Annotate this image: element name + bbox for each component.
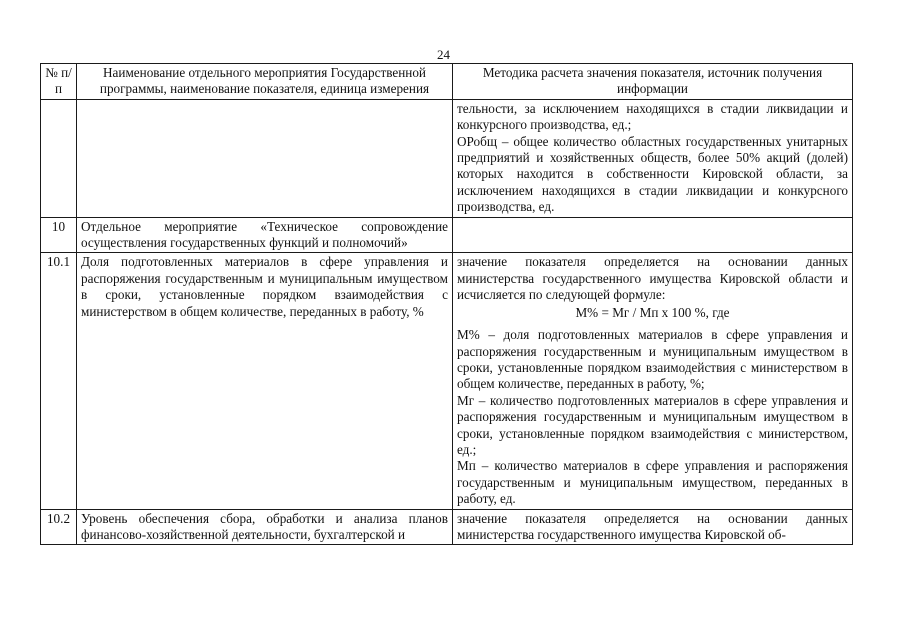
row-num-cell: 10.2 [41,509,77,545]
table-header-row [41,64,853,100]
header-method-cell: Методика расчета значения показателя, источник получения информации [453,64,853,100]
method-paragraph: значение показателя определяется на основании данных министерства государственного имущества Кировской об- [457,510,848,542]
row-name-cell [77,99,453,217]
row-num-cell: 10 [41,217,77,253]
table-row [41,253,853,509]
row-method-cell [453,217,853,253]
row-method-cell [453,99,853,217]
method-paragraph: ОРобщ – общее количество областных государственных унитарных предприятий и хозяйственных обществ, более 50% акций (долей) которых находится в собственности Кировской области, за исключением находящихся в стадии ликвидации и конкурсного производства, ед. [457,133,848,215]
table-row [41,217,853,253]
method-paragraph: Мп – количество материалов в сфере управления и распоряжения государственным и муниципальным имуществом, переданных в работу, ед. [457,458,848,507]
row-name-cell: Отдельное мероприятие «Техническое сопровождение осуществления государственных функций и полномочий» [77,217,453,253]
row-num-cell: 10.1 [41,253,77,509]
table-row [41,509,853,545]
page-number: 24 [437,47,450,62]
header-name-cell: Наименование отдельного мероприятия Государственной программы, наименование показателя, единица измерения [77,64,453,100]
method-paragraph: тельности, за исключением находящихся в стадии ликвидации и конкурсного производства, ед.; [457,100,848,133]
formula: М% = Мг / Мп х 100 %, где [575,304,730,320]
method-paragraph: Мг – количество подготовленных материалов в сфере управления и распоряжения государственным и муниципальным имуществом в сроки, установленные порядком взаимодействия с министерством, ед.; [457,392,848,457]
row-method-cell [453,509,853,545]
row-name-cell: Доля подготовленных материалов в сфере управления и распоряжения государственным и муниципальным имуществом в сроки, установленные порядком взаимодействия с министерством в общем количестве, переданных в работу, % [77,253,453,509]
row-num-cell [41,99,77,217]
method-intro: значение показателя определяется на основании данных министерства государственного имущества Кировской области и исчисляется по следующей формуле: [457,254,848,303]
header-num-cell: № п/п [41,64,77,100]
method-paragraph: М% – доля подготовленных материалов в сфере управления и распоряжения государственным и муниципальным имуществом в сроки, установленные порядком взаимодействия с министерством в общем количестве, переданных в работу, %; [457,327,848,392]
indicator-table [40,63,853,545]
row-method-cell [453,253,853,509]
table-row [41,99,853,217]
row-name-cell: Уровень обеспечения сбора, обработки и анализа планов финансово-хозяйственной деятельности, бухгалтерской и [77,509,453,545]
